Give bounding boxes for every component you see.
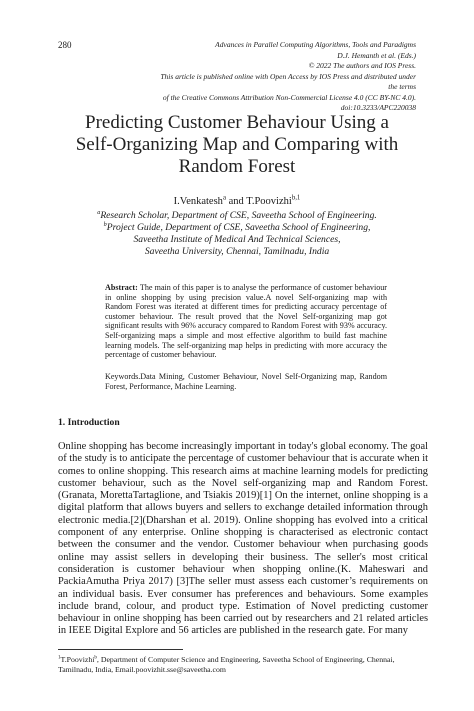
affiliation-mark: b — [103, 220, 107, 228]
page-number: 280 — [58, 40, 72, 50]
abstract-label: Abstract: — [105, 283, 138, 292]
footnote-mark: 1 — [58, 654, 61, 661]
title-line: Predicting Customer Behaviour Using a — [85, 112, 389, 133]
affiliation-line: Saveetha University, Chennai, Tamilnadu, India — [144, 246, 330, 257]
header-line: Advances in Parallel Computing Algorithms, Tools and Paradigms — [215, 40, 416, 49]
affiliation-line: Saveetha Institute of Medical And Technical Sciences, — [133, 234, 341, 245]
header-line: doi:10.3233/APC220038 — [340, 103, 416, 112]
abstract — [105, 283, 387, 360]
author-name: T.Poovizhi — [246, 196, 292, 207]
header-line: © 2022 The authors and IOS Press. — [308, 61, 416, 70]
author-affiliation-mark: a — [222, 194, 226, 202]
author-list — [40, 196, 434, 207]
title-line: Self-Organizing Map and Comparing with — [75, 134, 399, 155]
section-heading: 1. Introduction — [58, 417, 120, 428]
affiliation-line: $^a$Research Scholar, Department of CSE, Saveetha School of Engineering. — [97, 208, 377, 221]
footnote: $^1$T.Poovizhi$^b$, Department of Computer Science and Engineering, Saveetha School of Engineering, Chennai, Tamilnadu, India, Email.poovizhit.sse@saveetha.com — [58, 654, 395, 674]
affiliation-mark: b — [94, 654, 97, 661]
header-line: This article is published online with Open Access by IOS Press and distributed under the terms — [160, 71, 416, 91]
author-affiliation-mark: b,1 — [291, 194, 301, 202]
author-separator: and — [225, 196, 247, 207]
running-header — [150, 40, 416, 114]
header-line: of the Creative Commons Attribution Non-Commercial License 4.0 (CC BY-NC 4.0). — [162, 92, 416, 102]
footnote-divider — [58, 649, 183, 650]
paper-title — [40, 112, 434, 178]
abstract-text: The main of this paper is to analyse the performance of customer behaviour in online shopping by using precision value.A novel Self-organizing map with Random Forest was iterated at different times for predicting accuracy percentage of customer behaviour. The result proved that the Novel Self-organizing map got significant results with 96% accuracy compared to Random Forest with 93% accuracy. Self-organizing maps a simple and most effective algorithm to build fast machine learning models. The self-organizing map helps in predicting with more accuracy the percentage of customer behaviour. — [105, 283, 387, 360]
affiliation-line: $^b$Project Guide, Department of CSE, Saveetha School of Engineering, — [103, 220, 371, 233]
header-line: D.J. Hemanth et al. (Eds.) — [337, 50, 416, 60]
introduction-paragraph: Online shopping has become increasingly important in today's global economy. The goal of the study is to anticipate the percentage of customer behaviour that is accurate when it comes to online shopping. This research aims at machine learning models for predicting customer behaviour, such as the Novel self-organizing map and Random Forest. (Granata, MorettaTartaglione, and Tsiakis 2019)[1] On the internet, online shopping is a digital platform that allows buyers and sellers to exchange detailed information through electronic media.[2](Dharshan et al. 2019). Online shopping has evolved into a critical component of any enterprise. Online shopping is characterised as electronic contact between the consumer and the vendor. Customer behaviour when purchasing goods online may assist sellers in developing their business. The seller's most critical consideration is customer behaviour when shopping online.(K. Maheswari and PackiaAmutha Priya 2017) [3]The seller must assess each customer’s requirements on an individual basis. Ever consumer has preferences and behaviours. Some examples include brand, colour, and product type. Estimation of Novel predicting customer behaviour in online shopping has been carried out by researchers and 21 related articles in IEEE Digital Explore and 56 articles are published in the research gate. For many — [58, 441, 428, 637]
affiliation-mark: a — [97, 208, 101, 216]
author-name: I.Venkatesh — [173, 196, 223, 207]
affiliations — [40, 210, 434, 258]
title-line: Random Forest — [178, 156, 296, 177]
keywords: Keywords.Data Mining, Customer Behaviour, Novel Self-Organizing map, Random Forest, Performance, Machine Learning. — [105, 372, 387, 391]
